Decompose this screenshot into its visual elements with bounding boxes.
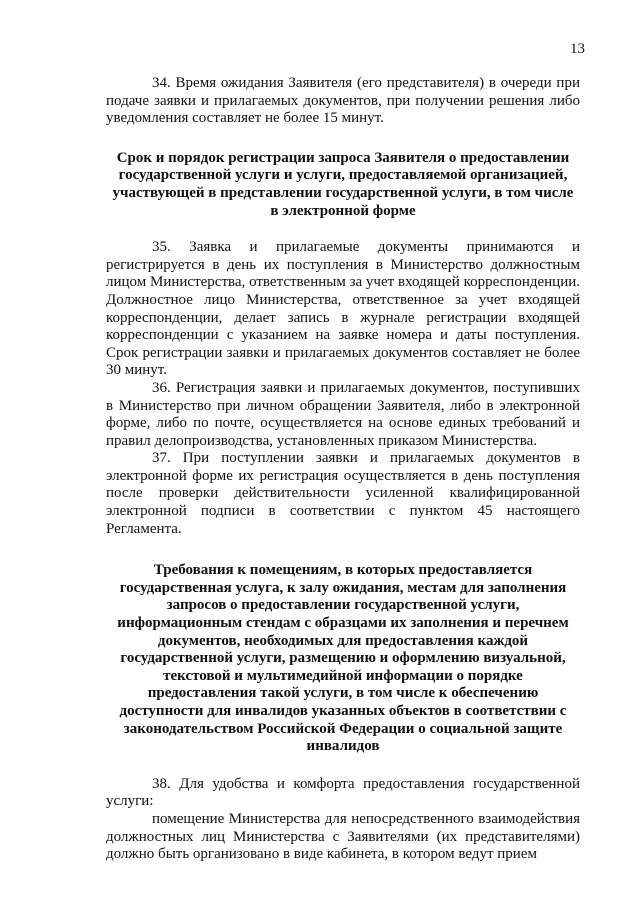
paragraph-36: 36. Регистрация заявки и прилагаемых документов, поступивших в Министерство при личном обращении Заявителя, либо в электронной форме, либо по почте, осуществляется на основе единых требований и правил делопроизводства, установленных приказом Министерства. [106,379,580,449]
paragraph-34: 34. Время ожидания Заявителя (его представителя) в очереди при подаче заявки и прилагаемых документов, при получении решения либо уведомления составляет не более 15 минут. [106,75,580,127]
spacer [106,128,580,150]
section-heading-registration: Срок и порядок регистрации запроса Заявителя о предоставлении государственной услуги и услуги, предоставляемой организацией, участвующей в представлении государственной услуги, в том числе в электронной форме [112,149,574,219]
paragraph-37: 37. При поступлении заявки и прилагаемых документов в электронной форме их регистрация осуществляется в день поступления после проверки действительности усиленной квалифицированной электронной подписи в соответствии с пунктом 45 настоящего Регламента. [106,450,580,537]
spacer [106,220,580,239]
paragraph-38: 38. Для удобства и комфорта предоставления государственной услуги: [106,775,580,810]
page-number: 13 [570,41,585,57]
paragraph-38-subitem: помещение Министерства для непосредственного взаимодействия должностных лиц Министерства с Заявителями (их представителями) должно быть организовано в виде кабинета, в котором ведут прием [106,810,580,863]
spacer [106,756,580,776]
spacer [106,538,580,562]
document-body [106,75,580,864]
section-heading-premises: Требования к помещениям, в которых предоставляется государственная услуга, к залу ожидания, местам для заполнения запросов о предоставлении государственной услуги, информационным стендам с образцами их заполнения и перечнем документов, необходимых для предоставления каждой государственной услуги, размещению и оформлению визуальной, текстовой и мультимедийной информации о порядке предоставления такой услуги, в том числе к обеспечению доступности для инвалидов указанных объектов в соответствии с законодательством Российской Федерации о социальной защите инвалидов [117,562,569,755]
paragraph-35: 35. Заявка и прилагаемые документы принимаются и регистрируется в день их поступления в Министерство должностным лицом Министерства, ответственным за учет входящей корреспонденции. Должностное лицо Министерства, ответственное за учет входящей корреспонденции, делает запись в журнале регистрации входящей корреспонденции с указанием на заявке номера и даты поступления. Срок регистрации заявки и прилагаемых документов составляет не более 30 минут. [106,239,580,379]
